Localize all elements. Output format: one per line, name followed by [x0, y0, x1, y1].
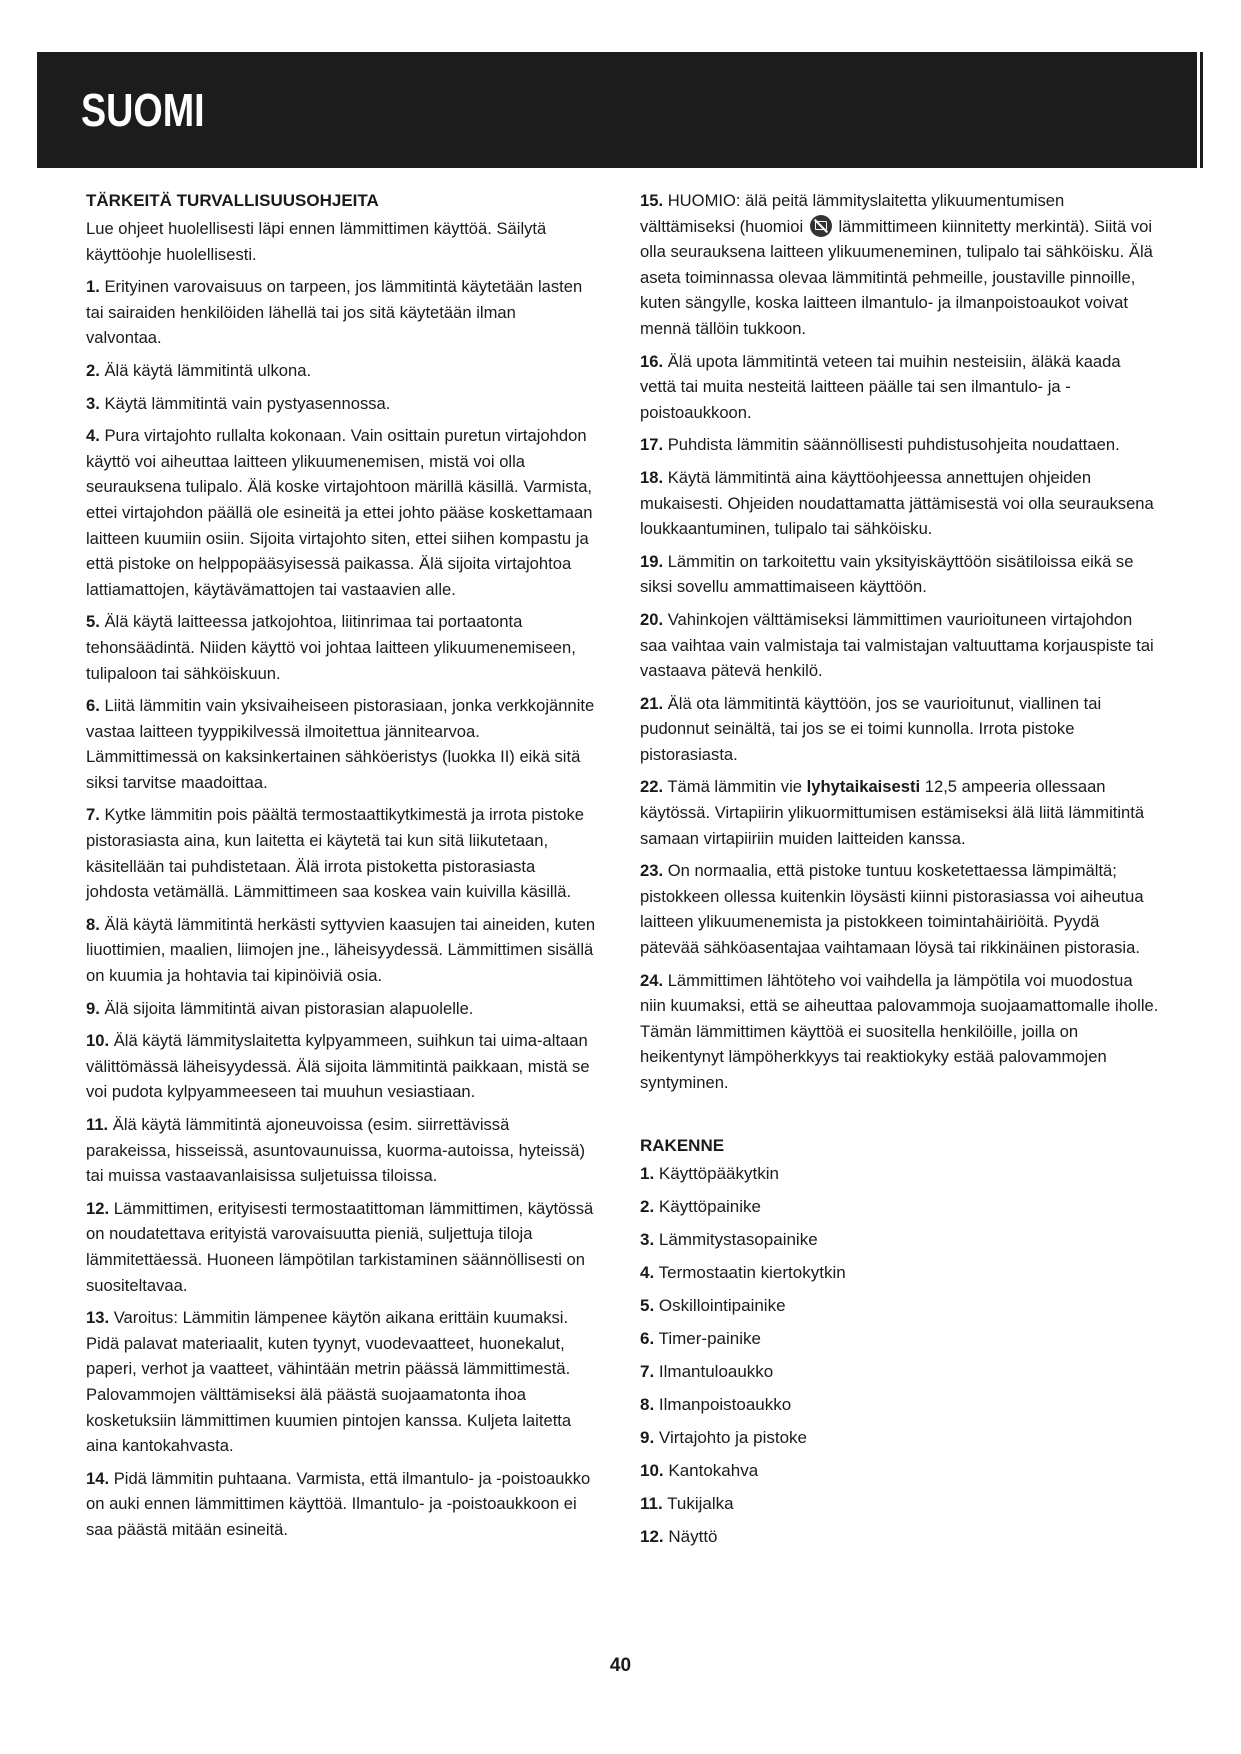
item-text: Pidä lämmitin puhtaana. Varmista, että ilmantulo- ja -poistoaukko on auki ennen lämmittimen käyttöä. Ilmantulo- ja -poistoaukkoon ei saa päästä mitään esineitä.	[86, 1468, 591, 1539]
item-text: lämmittimeen kiinnitetty merkintä). Siitä voi olla seurauksena laitteen ylikuumeneminen, tulipalo tai sähköisku. Älä aseta toiminnassa olevaa lämmitintä pehmeille, joustaville pinnoille, kuten sängylle, koska laitteen ilmantulo- ja ilmanpoistoaukot voivat mennä tällöin tukkoon.	[640, 216, 1153, 338]
item-number: 4.	[640, 1262, 655, 1282]
item-number: 5.	[640, 1295, 655, 1315]
list-item	[86, 1305, 596, 1459]
item-text: Lämmitin on tarkoitettu vain yksityiskäyttöön sisätiloissa eikä se siksi sovellu ammattimaiseen käyttöön.	[640, 551, 1134, 597]
right-column	[640, 188, 1160, 1557]
item-number: 15.	[640, 191, 664, 210]
list-item	[640, 774, 1160, 851]
list-item	[86, 912, 596, 989]
list-item	[86, 802, 596, 904]
item-text: Älä ota lämmitintä käyttöön, jos se vaurioitunut, viallinen tai pudonnut seinältä, tai jos se ei toimi kunnolla. Irrota pistoke pistorasiasta.	[640, 693, 1102, 764]
item-text: Varoitus: Lämmitin lämpenee käytön aikana erittäin kuumaksi. Pidä palavat materiaalit, kuten tyynyt, vuodevaatteet, huonekalut, paperi, verhot ja vaatteet, vähintään metrin päässä lämmittimestä. Palovammojen välttämiseksi älä päästä suojaamatonta ihoa kosketuksiin lämmittimen kuumien pintojen kanssa. Kuljeta laitetta aina kantokahvasta.	[86, 1308, 572, 1456]
structure-item	[640, 1524, 1160, 1550]
item-number: 21.	[640, 693, 664, 713]
list-item	[86, 996, 596, 1022]
header-bar	[37, 52, 1197, 168]
list-item	[86, 423, 596, 602]
item-number: 9.	[640, 1427, 655, 1447]
item-text: 12,5 ampeeria ollessaan käytössä. Virtapiirin ylikuormittumisen estämiseksi älä liitä lämmitintä samaan virtapiiriin muiden laitteiden kanssa.	[640, 777, 1145, 848]
list-item	[86, 358, 596, 384]
list-item	[640, 968, 1160, 1096]
structure-item	[640, 1161, 1160, 1187]
structure-item	[640, 1425, 1160, 1451]
list-item	[86, 693, 596, 795]
item-text: Ilmantuloaukko	[658, 1361, 774, 1381]
item-text: Näyttö	[668, 1526, 718, 1546]
item-text: Käytä lämmitintä aina käyttöohjeessa annettujen ohjeiden mukaisesti. Ohjeiden noudattamatta jättämisestä voi olla seurauksena loukkaantuminen, tulipalo tai sähköisku.	[640, 467, 1154, 539]
item-number: 10.	[86, 1031, 110, 1051]
item-text: Timer-painike	[658, 1328, 761, 1348]
list-item	[86, 1196, 596, 1298]
item-number: 8.	[640, 1394, 655, 1414]
item-number: 16.	[640, 351, 664, 371]
structure-list	[640, 1161, 1160, 1550]
item-number: 18.	[640, 467, 664, 487]
emphasis-text: lyhytaikaisesti	[806, 777, 921, 797]
item-text: Ilmanpoistoaukko	[658, 1394, 792, 1414]
item-number: 10.	[640, 1460, 664, 1480]
item-number: 14.	[86, 1468, 110, 1488]
list-item	[640, 858, 1160, 960]
item-number: 24.	[640, 970, 664, 990]
item-number: 2.	[86, 360, 100, 380]
structure-item	[640, 1260, 1160, 1286]
item-number: 5.	[86, 612, 100, 632]
list-item	[640, 607, 1160, 684]
list-item	[640, 432, 1160, 458]
list-item	[86, 274, 596, 351]
list-item	[640, 549, 1160, 600]
item-text: Lämmitystasopainike	[658, 1229, 818, 1249]
list-item	[640, 188, 1160, 342]
structure-item	[640, 1194, 1160, 1220]
item-text: Käyttöpääkytkin	[658, 1163, 779, 1183]
header-edge	[1200, 52, 1203, 168]
item-number: 3.	[86, 393, 100, 413]
safety-title: TÄRKEITÄ TURVALLISUUSOHJEITA	[86, 191, 379, 210]
structure-title: RAKENNE	[640, 1135, 725, 1155]
safety-list-end	[640, 858, 1160, 1095]
item-text: Älä upota lämmitintä veteen tai muihin nesteisiin, äläkä kaada vettä tai muita nesteitä laitteen päälle tai sen ilmantulo- ja -poistoaukkoon.	[640, 351, 1121, 422]
item-text: Erityinen varovaisuus on tarpeen, jos lämmitintä käytetään lasten tai sairaiden henkilöiden lähellä tai jos sitä käytetään ilman valvontaa.	[86, 277, 583, 348]
do-not-cover-icon	[810, 215, 832, 237]
item-number: 12.	[640, 1526, 664, 1546]
item-text: Älä käytä lämmitintä ajoneuvoissa (esim. siirrettävissä parakeissa, hisseissä, asuntovaunuissa, kuorma-autoissa, hyteissä) tai muissa vastaavanlaisissa suljetuissa tiloissa.	[86, 1115, 585, 1186]
item-text: Käytä lämmitintä vain pystyasennossa.	[104, 393, 391, 413]
item-text: Oskillointipainike	[658, 1295, 786, 1315]
item-number: 17.	[640, 435, 664, 455]
item-text: Lämmittimen, erityisesti termostaatittoman lämmittimen, käytössä on noudatettava erityistä varovaisuutta pieniä, suljettuja tiloja lämmitettäessä. Huoneen lämpötilan tarkistaminen säännöllisesti on suositeltavaa.	[86, 1198, 594, 1295]
item-text: Kantokahva	[668, 1460, 759, 1480]
item-text: Kytke lämmitin pois päältä termostaattikytkimestä ja irrota pistoke pistorasiasta aina, kun laitetta ei käytetä tai kun sitä liikutetaan, käsitellään tai puhdistetaan. Älä irrota pistoketta pistorasiasta johdosta vetämällä. Lämmittimeen saa koskea vain kuivilla käsillä.	[86, 805, 585, 902]
item-text: Virtajohto ja pistoke	[658, 1427, 807, 1447]
item-text: Lämmittimen lähtöteho voi vaihdella ja lämpötila voi muodostua niin kuumaksi, että se aiheuttaa palovammoja suojaamattomalle iholle. Tämän lämmittimen käyttöä ei suositella henkilöille, joilla on heikentynyt lämpöherkkyys tai reaktiokyky estää palovammojen syntyminen.	[640, 970, 1159, 1092]
item-number: 11.	[86, 1115, 109, 1134]
item-number: 6.	[640, 1328, 655, 1348]
item-number: 12.	[86, 1198, 110, 1218]
item-text: Tämä lämmitin vie	[667, 777, 803, 797]
item-number: 13.	[86, 1308, 110, 1328]
item-number: 3.	[640, 1229, 655, 1249]
item-number: 1.	[640, 1163, 655, 1183]
list-item	[640, 349, 1160, 426]
language-title: SUOMI	[81, 84, 205, 136]
structure-item	[640, 1392, 1160, 1418]
item-text: Liitä lämmitin vain yksivaiheiseen pistorasiaan, jonka verkkojännite vastaa laitteen tyyppikilvessä ilmoitettua jännitearvoa. Lämmittimessä on kaksinkertainen sähköeristys (luokka II) eikä sitä siksi tarvitse maadoittaa.	[86, 696, 595, 792]
item-text: Puhdista lämmitin säännöllisesti puhdistusohjeita noudattaen.	[667, 435, 1120, 455]
item-number: 6.	[86, 696, 100, 716]
item-text: Älä käytä lämmitintä ulkona.	[104, 360, 312, 380]
item-number: 20.	[640, 609, 664, 629]
list-item	[86, 1028, 596, 1105]
left-column	[86, 188, 596, 1550]
item-text: Pura virtajohto rullalta kokonaan. Vain osittain puretun virtajohdon käyttö voi aiheuttaa laitteen ylikuumenemisen, mistä voi olla seurauksena tulipalo. Älä koske virtajohtoon märillä käsillä. Varmista, ettei virtajohdon päällä ole esineitä ja ettei johto pääse koskettamaan laitteen kuumiin osiin. Sijoita virtajohto siten, ettei siihen kompastu ja että pistoke on helppopääsyisessä paikassa. Älä sijoita virtajohtoa lattiamattojen, käytävämattojen tai vastaavien alle.	[86, 426, 593, 599]
structure-item	[640, 1227, 1160, 1253]
intro-text: Lue ohjeet huolellisesti läpi ennen lämmittimen käyttöä. Säilytä käyttöohje huolellisesti.	[86, 219, 547, 264]
structure-item	[640, 1491, 1160, 1517]
item-number: 7.	[86, 805, 100, 825]
item-number: 22.	[640, 777, 664, 797]
safety-list	[86, 274, 596, 1542]
list-item	[86, 1466, 596, 1543]
item-text: HUOMIO: älä peitä lämmityslaitetta ylikuumentumisen välttämiseksi (huomioi	[640, 191, 1065, 236]
page-number: 40	[609, 1655, 632, 1676]
item-text: Älä sijoita lämmitintä aivan pistorasian alapuolelle.	[104, 998, 474, 1018]
item-number: 4.	[86, 426, 100, 446]
item-number: 23.	[640, 861, 664, 881]
list-item	[86, 391, 596, 417]
item-number: 1.	[86, 277, 100, 297]
item-text: Älä käytä lämmityslaitetta kylpyammeen, suihkun tai uima-altaan välittömässä läheisyydessä. Älä sijoita lämmitintä paikkaan, mistä se voi pudota kylpyammeeseen tai muuhun vesiastiaan.	[86, 1031, 590, 1102]
item-text: Termostaatin kiertokytkin	[658, 1262, 846, 1282]
structure-item	[640, 1359, 1160, 1385]
list-item	[86, 609, 596, 686]
list-item	[86, 1112, 596, 1189]
list-item	[640, 691, 1160, 768]
item-number: 7.	[640, 1361, 655, 1381]
safety-list-continued	[640, 349, 1160, 768]
item-number: 19.	[640, 551, 664, 571]
item-text: Älä käytä laitteessa jatkojohtoa, liitinrimaa tai portaatonta tehonsäädintä. Niiden käyttö voi johtaa laitteen ylikuumenemiseen, tulipaloon tai sähköiskuun.	[86, 612, 576, 683]
list-item	[640, 465, 1160, 542]
item-number: 11.	[640, 1493, 663, 1513]
item-number: 8.	[86, 914, 100, 934]
item-text: On normaalia, että pistoke tuntuu kosketettaessa lämpimältä; pistokkeen ollessa kuitenkin löysästi kiinni pistorasiassa voi aiheutua laitteen ylikuumenemista ja pistokkeen toimintahäiriöitä. Pyydä pätevää sähköasentajaa vaihtamaan löysä tai rikkinäinen pistorasia.	[640, 861, 1144, 958]
item-text: Älä käytä lämmitintä herkästi syttyvien kaasujen tai aineiden, kuten liuottimien, maalien, liimojen jne., läheisyydessä. Lämmittimen sisällä on kuumia ja hohtavia tai kipinöiviä osia.	[86, 914, 596, 986]
item-text: Tukijalka	[667, 1493, 734, 1513]
item-text: Käyttöpainike	[658, 1196, 761, 1216]
item-number: 9.	[86, 998, 100, 1018]
structure-item	[640, 1458, 1160, 1484]
structure-item	[640, 1326, 1160, 1352]
structure-item	[640, 1293, 1160, 1319]
item-text: Vahinkojen välttämiseksi lämmittimen vaurioituneen virtajohdon saa vaihtaa vain valmistaja tai valmistajan valtuuttama korjauspiste tai vastaava pätevä henkilö.	[640, 609, 1154, 681]
item-number: 2.	[640, 1196, 655, 1216]
